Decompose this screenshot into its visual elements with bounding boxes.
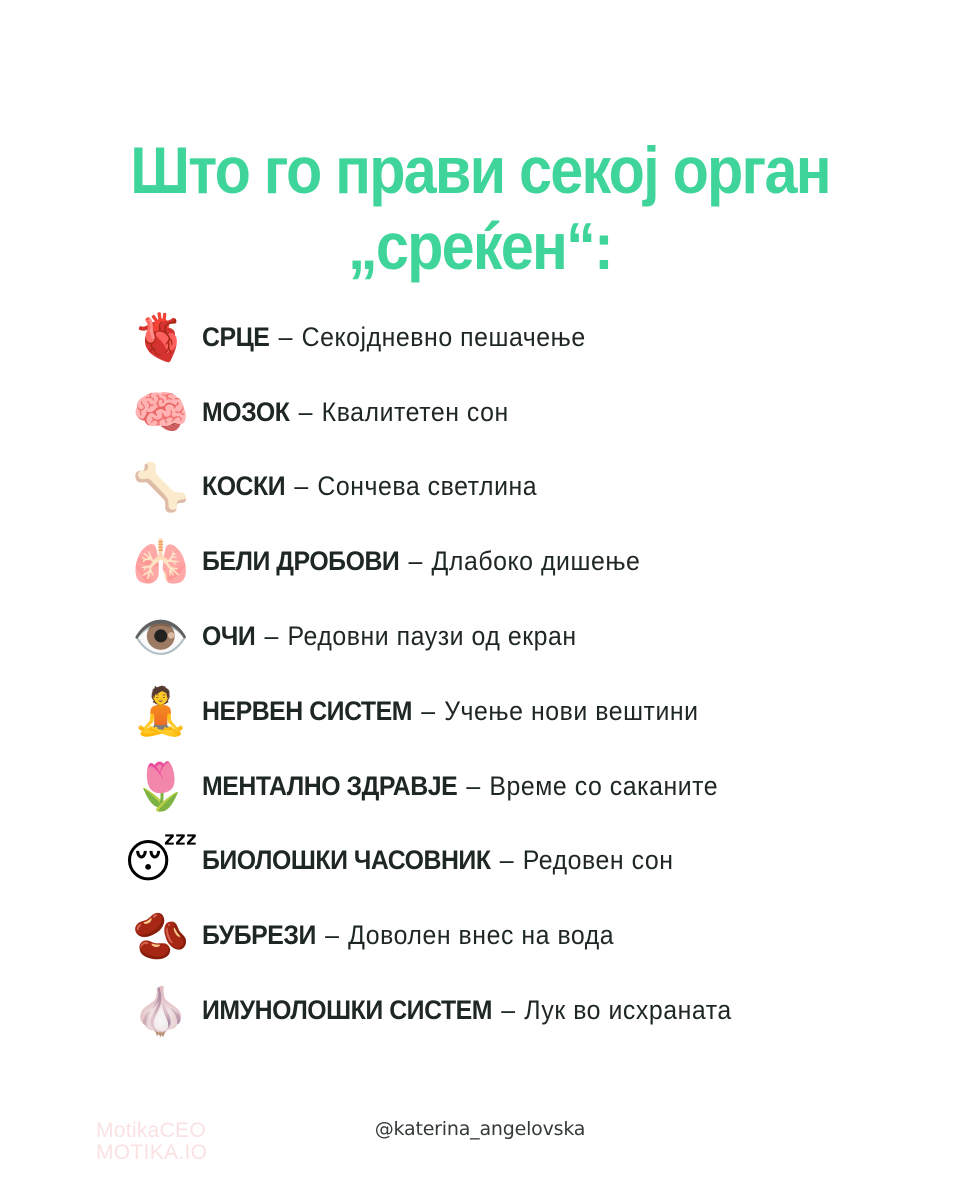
dash: – <box>466 770 481 801</box>
list-item-text <box>202 995 732 1026</box>
list-item-text <box>202 696 699 727</box>
list-item-text <box>202 920 614 951</box>
list-item-eyes <box>132 599 892 674</box>
organ-label: БИОЛОШКИ ЧАСОВНИК <box>202 845 491 876</box>
dash: – <box>325 920 339 951</box>
dash: – <box>499 845 514 876</box>
title-line-1: Што го прави секој орган <box>130 133 830 207</box>
watermark-line-1: MotikaCEO <box>96 1119 207 1142</box>
dash: – <box>501 995 516 1026</box>
list-item-mental-health <box>132 749 892 824</box>
eye-icon: 👁️ <box>132 609 190 664</box>
list-item-text <box>202 397 509 428</box>
habit-label: Време со саканите <box>489 770 719 801</box>
habit-label: Учење нови вештини <box>444 695 699 726</box>
garlic-icon: 🧄 <box>132 983 190 1038</box>
anatomical-heart-icon: 🫀 <box>132 310 190 365</box>
title-line-2: „среќен“: <box>348 209 612 283</box>
list-item-bones <box>132 450 892 525</box>
list-item-nervous-system <box>132 674 892 749</box>
organ-label: СРЦЕ <box>202 321 270 352</box>
habit-label: Секојдневно пешачење <box>301 321 586 352</box>
organ-habit-list <box>124 300 892 1048</box>
organ-label: МЕНТАЛНО ЗДРАВЈЕ <box>202 770 458 801</box>
habit-label: Доволен внес на вода <box>348 920 615 951</box>
habit-label: Сончева светлина <box>317 471 538 502</box>
list-item-text <box>202 471 537 502</box>
list-item-text <box>202 322 586 353</box>
habit-label: Длабоко дишење <box>431 546 641 577</box>
tulip-icon: 🌷 <box>132 759 190 814</box>
list-item-text <box>202 771 718 802</box>
author-handle: @katerina_angelovska <box>374 1118 586 1140</box>
list-item-brain <box>132 375 892 450</box>
list-item-text <box>202 546 640 577</box>
list-item-text <box>202 845 673 876</box>
watermark-line-2: MOTIKA.IO <box>96 1141 208 1164</box>
list-item-biological-clock <box>124 824 892 899</box>
list-item-immune-system <box>132 973 892 1048</box>
organ-label: КОСКИ <box>202 471 286 502</box>
organ-label: ОЧИ <box>202 621 256 652</box>
dash: – <box>294 471 309 502</box>
list-item-text <box>202 621 577 652</box>
organ-label: БЕЛИ ДРОБОВИ <box>202 546 400 577</box>
organ-label: БУБРЕЗИ <box>202 920 316 951</box>
dash: – <box>278 321 293 352</box>
sleeping-face-icon: 😴 <box>124 833 198 888</box>
habit-label: Лук во исхраната <box>524 995 732 1026</box>
habit-label: Редовни паузи од екран <box>287 621 577 652</box>
lungs-icon: 🫁 <box>132 534 190 589</box>
list-item-kidneys <box>132 898 892 973</box>
dash: – <box>408 546 423 577</box>
organ-label: НЕРВЕН СИСТЕМ <box>202 695 412 726</box>
dash: – <box>298 396 313 427</box>
beans-icon: 🫘 <box>132 908 190 963</box>
list-item-heart <box>132 300 892 375</box>
page-title <box>48 132 912 284</box>
habit-label: Редовен сон <box>522 845 674 876</box>
person-lotus-position-icon: 🧘 <box>132 684 190 739</box>
list-item-lungs <box>132 524 892 599</box>
brain-icon: 🧠 <box>132 385 190 440</box>
habit-label: Квалитетен сон <box>321 396 509 427</box>
dash: – <box>421 695 436 726</box>
organ-label: МОЗОК <box>202 396 290 427</box>
bone-icon: 🦴 <box>132 459 190 514</box>
dash: – <box>264 621 279 652</box>
organ-label: ИМУНОЛОШКИ СИСТЕМ <box>202 995 493 1026</box>
